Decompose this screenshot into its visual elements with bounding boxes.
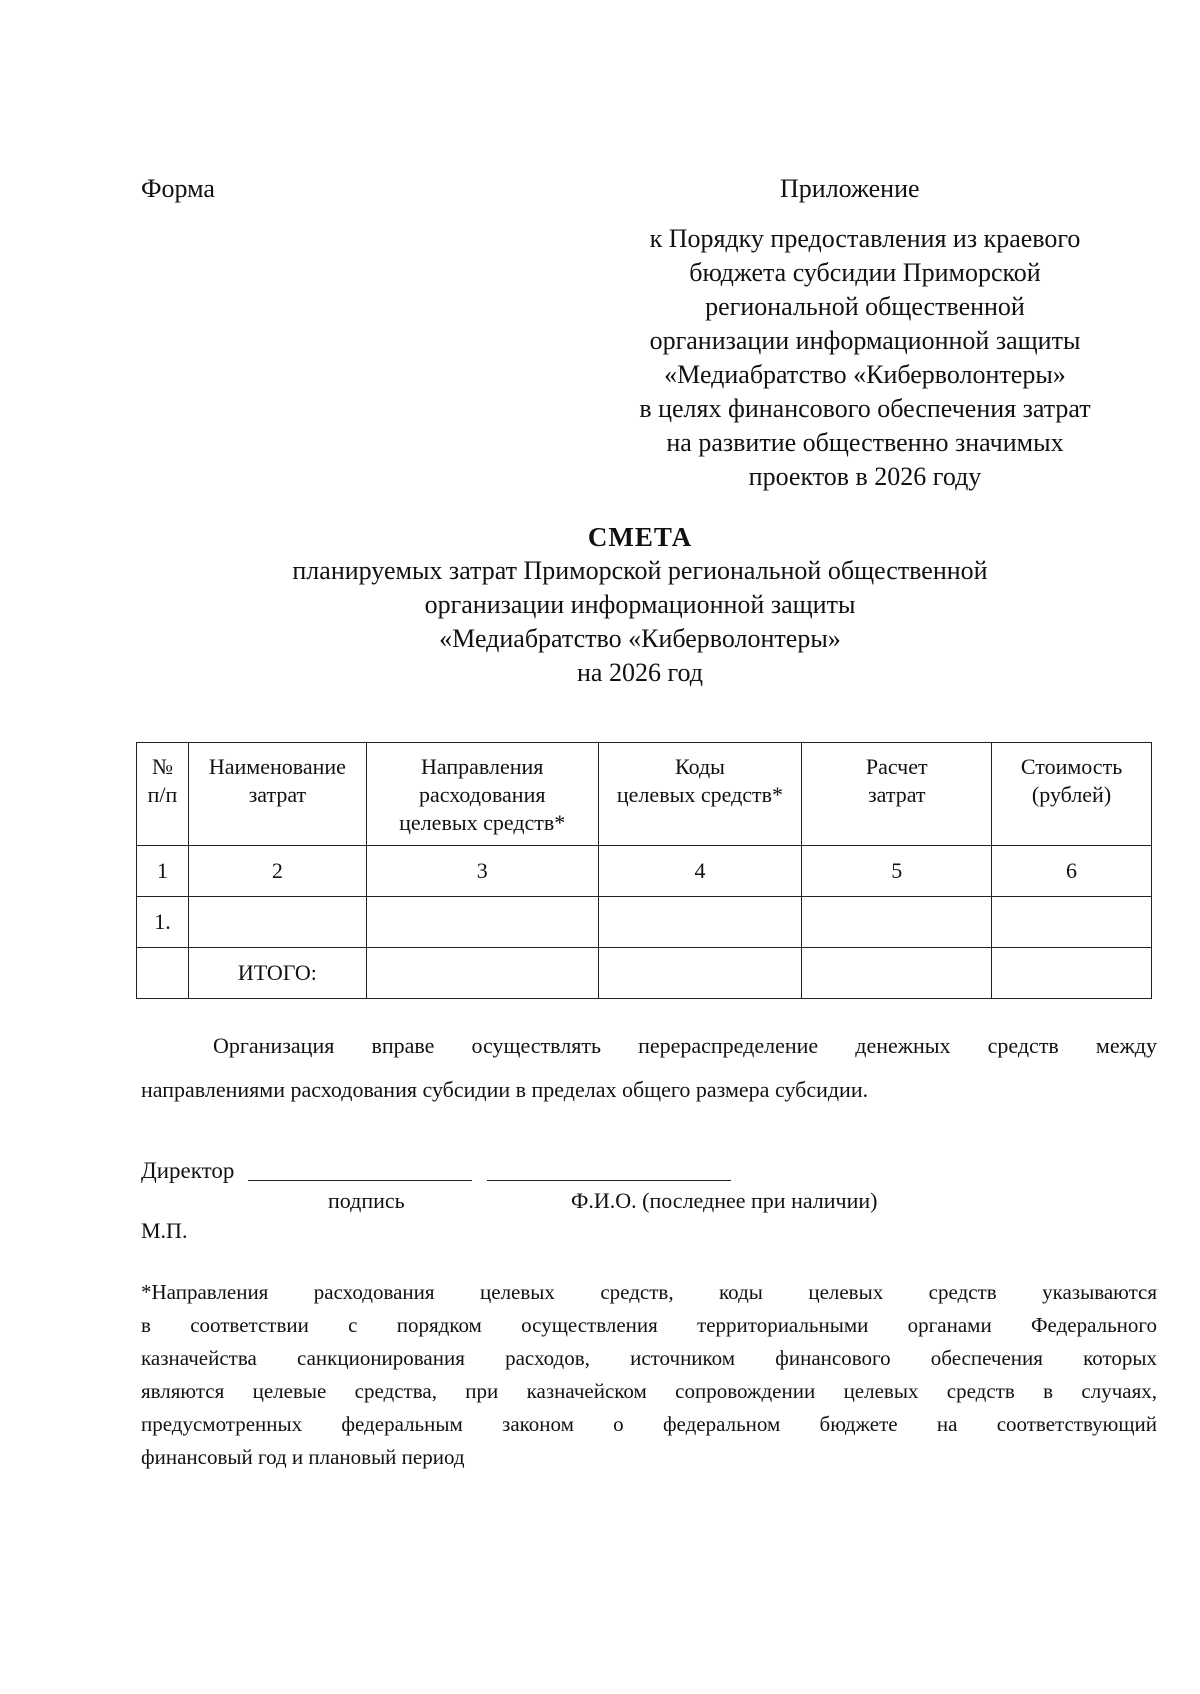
appendix-line: в целях финансового обеспечения затрат	[639, 394, 1091, 423]
appendix-label: Приложение	[780, 174, 920, 203]
appendix-line: проектов в 2026 году	[748, 462, 982, 491]
footnote-line: *Направления расходования целевых средств, коды целевых средств указываются	[141, 1280, 1157, 1304]
document-title	[150, 520, 1130, 690]
stamp-label: М.П.	[141, 1218, 188, 1243]
paragraph-line: Организация вправе осуществлять перераспределение денежных средств между	[213, 1033, 1157, 1058]
table-cell: 5	[802, 846, 992, 897]
form-label: Форма	[141, 174, 215, 203]
table-header-row	[137, 743, 1152, 846]
budget-table	[136, 742, 1152, 999]
appendix-line: на развитие общественно значимых	[666, 428, 1064, 457]
title-line: «Медиабратство «Киберволонтеры»	[439, 624, 841, 653]
table-cell: 4	[598, 846, 802, 897]
table-cell: 1.	[137, 897, 189, 948]
footnote	[141, 1276, 1157, 1474]
header-cell-codes: Коды целевых средств*	[598, 743, 802, 846]
footnote-line: предусмотренных федеральным законом о федеральном бюджете на соответствующий	[141, 1412, 1157, 1436]
appendix-reference	[590, 222, 1140, 494]
table-cell	[598, 897, 802, 948]
footnote-line: финансовый год и плановый период	[141, 1445, 465, 1469]
appendix-line: «Медиабратство «Киберволонтеры»	[664, 360, 1066, 389]
signature-line	[248, 1180, 472, 1181]
table-number-row	[137, 846, 1152, 897]
appendix-line: региональной общественной	[705, 292, 1025, 321]
header-cell-spending-directions: Направления расходования целевых средств*	[366, 743, 598, 846]
paragraph-line: направлениями расходования субсидии в пределах общего размера субсидии.	[141, 1077, 869, 1102]
header-cell-cost-name: Наименование затрат	[188, 743, 366, 846]
table-total-row	[137, 948, 1152, 999]
name-caption: Ф.И.О. (последнее при наличии)	[571, 1188, 878, 1213]
footnote-line: являются целевые средства, при казначейском сопровождении целевых средств в случаях,	[141, 1379, 1157, 1403]
table-cell: 6	[992, 846, 1152, 897]
table-cell	[366, 948, 598, 999]
footnote-line: казначейства санкционирования расходов, источником финансового обеспечения которых	[141, 1346, 1157, 1370]
title-line: планируемых затрат Приморской региональной общественной	[292, 556, 988, 585]
appendix-line: организации информационной защиты	[649, 326, 1081, 355]
total-label-cell: ИТОГО:	[188, 948, 366, 999]
table-row	[137, 897, 1152, 948]
table-cell: 2	[188, 846, 366, 897]
title-line: на 2026 год	[577, 658, 703, 687]
table-cell	[992, 897, 1152, 948]
table-cell: 3	[366, 846, 598, 897]
header-cell-number: № п/п	[137, 743, 189, 846]
table-cell	[366, 897, 598, 948]
signature-caption: подпись	[328, 1188, 405, 1213]
redistribution-paragraph	[141, 1024, 1157, 1112]
table-cell: 1	[137, 846, 189, 897]
table-cell	[137, 948, 189, 999]
table-cell	[802, 897, 992, 948]
appendix-line: к Порядку предоставления из краевого	[649, 224, 1081, 253]
director-label: Директор	[141, 1158, 235, 1183]
table-cell	[802, 948, 992, 999]
footnote-line: в соответствии с порядком осуществления территориальными органами Федерального	[141, 1313, 1157, 1337]
title-heading: СМЕТА	[587, 522, 693, 552]
appendix-line: бюджета субсидии Приморской	[689, 258, 1041, 287]
table-cell	[188, 897, 366, 948]
header-cell-calculation: Расчет затрат	[802, 743, 992, 846]
table-cell	[598, 948, 802, 999]
title-line: организации информационной защиты	[424, 590, 856, 619]
name-line	[487, 1180, 731, 1181]
header-cell-cost: Стоимость (рублей)	[992, 743, 1152, 846]
table-cell	[992, 948, 1152, 999]
